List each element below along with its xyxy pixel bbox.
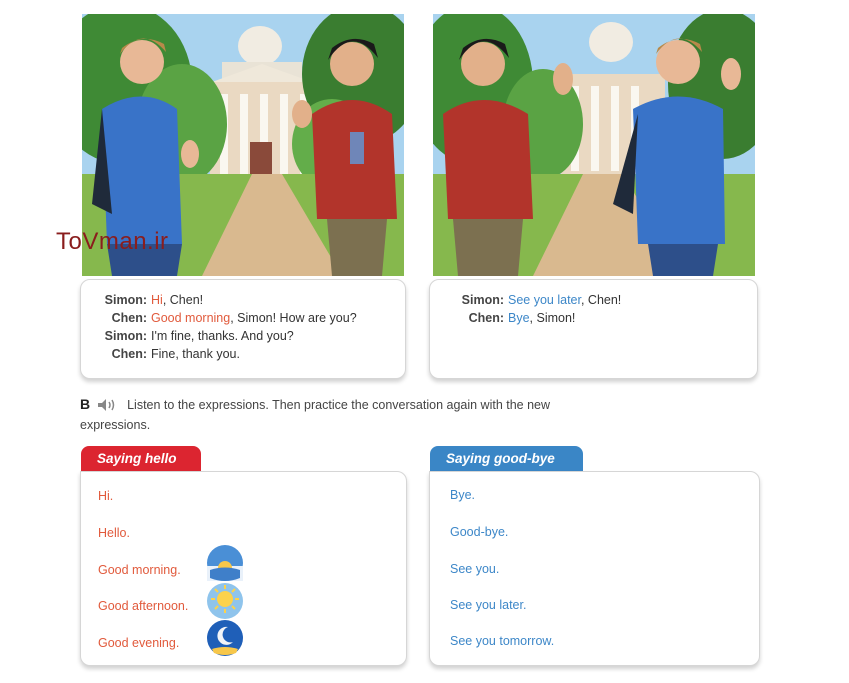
hello-expression: Good evening. (98, 636, 180, 650)
dialog-line (97, 327, 405, 345)
dialog-box-goodbye (429, 279, 758, 379)
expression-highlight: Good morning (151, 311, 231, 325)
exercise-letter: B (80, 396, 91, 412)
hello-expression: Good afternoon. (98, 599, 189, 613)
goodbye-expression: See you tomorrow. (450, 634, 555, 648)
expression-highlight: See you later (508, 293, 581, 307)
watermark: ToVman.ir (56, 228, 169, 255)
exercise-instructions (80, 395, 620, 434)
saying-goodbye-box (429, 471, 760, 666)
dialog-line (454, 309, 757, 327)
dialog-line (97, 309, 405, 327)
midday-sun-icon (206, 582, 244, 620)
dialog-text: , Simon! (529, 311, 576, 325)
hello-expression: Hi. (98, 489, 114, 503)
goodbye-expression: See you later. (450, 598, 527, 612)
illustration-goodbye (433, 14, 755, 276)
saying-hello-box (80, 471, 407, 666)
speaker-name: Simon: (461, 293, 504, 307)
goodbye-expression: See you. (450, 562, 500, 576)
speaker-name: Chen: (468, 311, 504, 325)
speaker-name: Simon: (104, 329, 147, 343)
goodbye-expression: Good-bye. (450, 525, 509, 539)
speaker-name: Chen: (111, 347, 147, 361)
saying-goodbye-tab: Saying good-bye (430, 446, 583, 472)
dialog-box-greeting (80, 279, 406, 379)
dialog-text: , Chen! (580, 293, 622, 307)
speaker-name: Chen: (111, 311, 147, 325)
hello-expression: Good morning. (98, 563, 181, 577)
dialog-text: I'm fine, thanks. And you? (151, 329, 294, 343)
dialog-text: Fine, thank you. (151, 347, 240, 361)
speaker-name: Simon: (104, 293, 147, 307)
instructions-text: Listen to the expressions. Then practice the conversation again with the new expressions. (80, 398, 551, 432)
dialog-text: , Chen! (162, 293, 204, 307)
expression-highlight: Hi (151, 293, 163, 307)
saying-hello-tab: Saying hello (81, 446, 201, 472)
expression-highlight: Bye (508, 311, 530, 325)
hello-expression: Hello. (98, 526, 130, 540)
moon-icon (206, 619, 244, 657)
dialog-line (454, 291, 757, 309)
sunrise-icon (206, 544, 244, 582)
speaker-icon[interactable] (98, 398, 118, 416)
dialog-text: , Simon! How are you? (230, 311, 357, 325)
dialog-line (97, 291, 405, 309)
goodbye-expression: Bye. (450, 488, 476, 502)
dialog-line (97, 345, 405, 363)
